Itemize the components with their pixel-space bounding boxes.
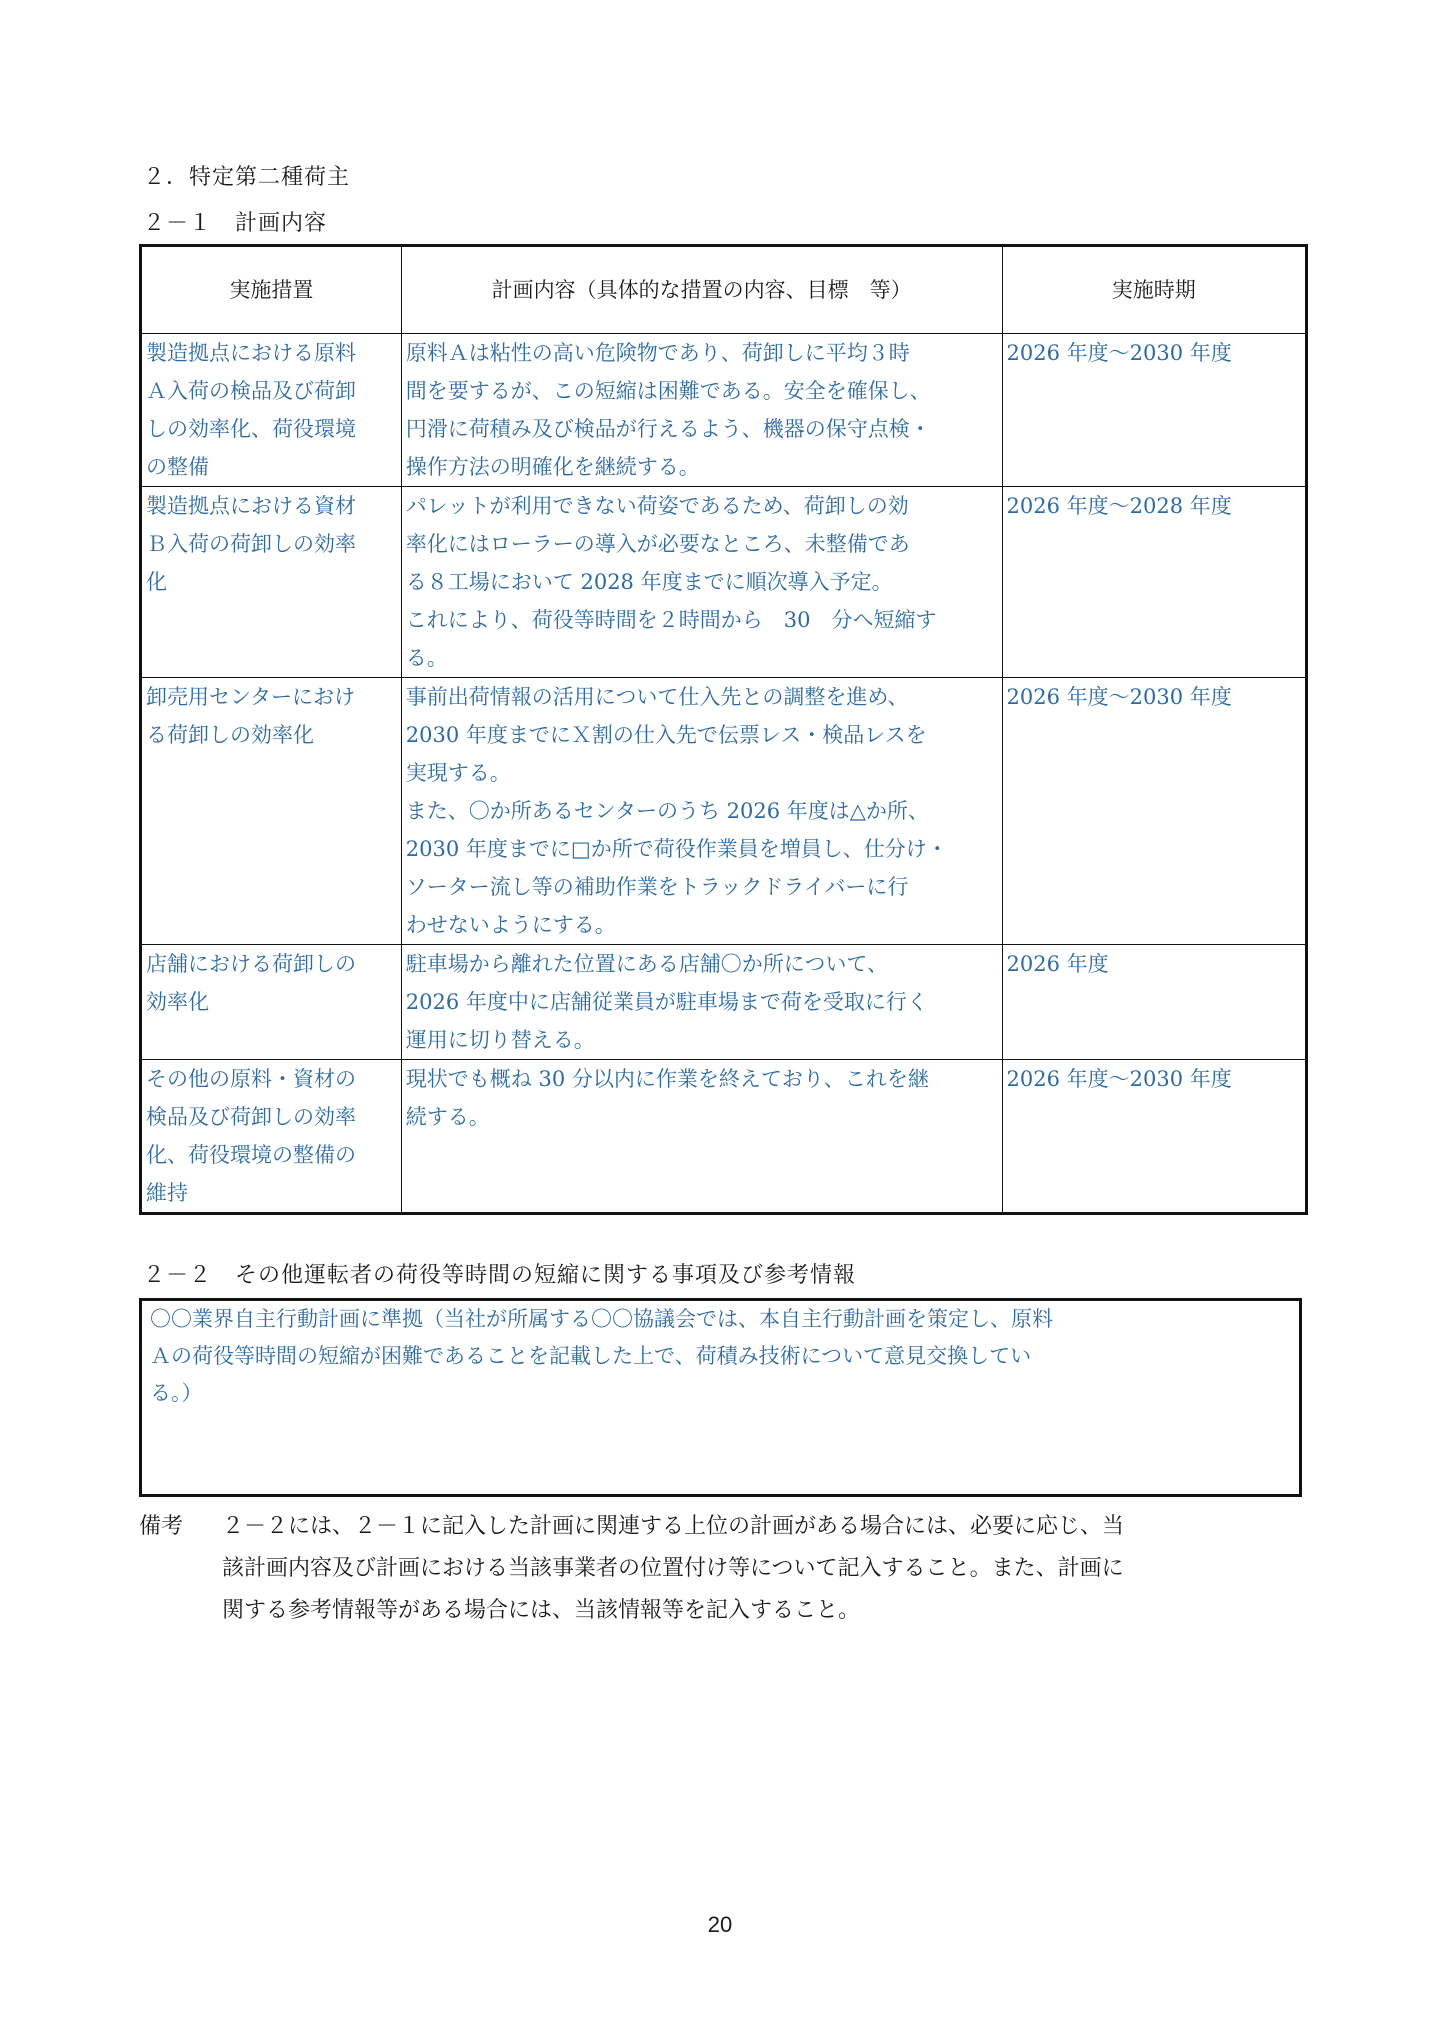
cell-line: パレットが利用できない荷姿であるため、荷卸しの効 [405, 494, 909, 518]
period-cell: 2026 年度～2030 年度 [1002, 334, 1306, 487]
cell-line: 間を要するが、この短縮は困難である。安全を確保し、 [405, 379, 931, 403]
plan-cell [401, 678, 1002, 945]
period-cell: 2026 年度～2028 年度 [1002, 487, 1306, 678]
plan-cell [401, 334, 1002, 487]
cell-line: その他の原料・資材の [146, 1067, 356, 1091]
section-title: ２．特定第二種荷主 [143, 165, 351, 190]
plan-cell [401, 945, 1002, 1060]
cell-line: Ａ入荷の検品及び荷卸 [146, 379, 356, 403]
table-row [141, 334, 1307, 487]
cell-line: ソーター流し等の補助作業をトラックドライバーに行 [405, 875, 909, 899]
cell-line: また、〇か所あるセンターのうち 2026 年度は△か所、 [405, 799, 929, 823]
table-row [141, 487, 1307, 678]
note-line: 〇〇業界自主行動計画に準拠（当社が所属する〇〇協議会では、本自主行動計画を策定し、原料 [150, 1307, 1053, 1331]
page-number: 20 [707, 1912, 733, 1937]
cell-line: 操作方法の明確化を継続する。 [405, 455, 700, 479]
cell-line: 駐車場から離れた位置にある店舗〇か所について、 [405, 952, 888, 976]
measure-cell [141, 945, 402, 1060]
table-header-row [141, 246, 1307, 334]
period-cell: 2026 年度 [1002, 945, 1306, 1060]
cell-line: る８工場において 2028 年度までに順次導入予定。 [405, 570, 893, 594]
cell-line: る荷卸しの効率化 [146, 723, 314, 747]
table-row [141, 945, 1307, 1060]
measure-cell [141, 487, 402, 678]
cell-line: 製造拠点における資材 [146, 494, 356, 518]
cell-line: 化 [146, 570, 167, 594]
note-line: Ａの荷役等時間の短縮が困難であることを記載した上で、荷積み技術について意見交換してい [150, 1344, 1032, 1368]
cell-line: の整備 [146, 455, 209, 479]
cell-line: しの効率化、荷役環境 [146, 417, 356, 441]
cell-line: 検品及び荷卸しの効率 [146, 1105, 356, 1129]
cell-line: 化、荷役環境の整備の [146, 1143, 356, 1167]
cell-line: 効率化 [146, 990, 209, 1014]
cell-line: これにより、荷役等時間を２時間から 30 分へ短縮す [405, 608, 937, 632]
measure-cell [141, 1060, 402, 1214]
subsection-title-plan: ２－１ 計画内容 [143, 211, 328, 236]
period-cell: 2026 年度～2030 年度 [1002, 678, 1306, 945]
cell-line: 続する。 [405, 1105, 490, 1129]
header-measure: 実施措置 [141, 246, 402, 334]
header-plan: 計画内容（具体的な措置の内容、目標 等） [401, 246, 1002, 334]
cell-line: 製造拠点における原料 [146, 341, 356, 365]
remark-line: 該計画内容及び計画における当該事業者の位置付け等について記入すること。また、計画に [222, 1556, 1124, 1581]
cell-line: 運用に切り替える。 [405, 1028, 595, 1052]
remark-label: 備考 [139, 1514, 184, 1539]
cell-line: 店舗における荷卸しの [146, 952, 356, 976]
cell-line: わせないようにする。 [405, 913, 616, 937]
cell-line: 円滑に荷積み及び検品が行えるよう、機器の保守点検・ [405, 417, 931, 441]
subsection-title-reference: ２－２ その他運転者の荷役等時間の短縮に関する事項及び参考情報 [143, 1263, 857, 1288]
note-line: る。） [150, 1381, 203, 1405]
cell-line: 実現する。 [405, 761, 511, 785]
remark-text [222, 1506, 1312, 1632]
cell-line: 原料Ａは粘性の高い危険物であり、荷卸しに平均３時 [405, 341, 910, 365]
cell-line: 率化にはローラーの導入が必要なところ、未整備であ [405, 532, 910, 556]
cell-line: 2030 年度までにＸ割の仕入先で伝票レス・検品レスを [405, 723, 927, 747]
period-cell: 2026 年度～2030 年度 [1002, 1060, 1306, 1214]
remark-line: 関する参考情報等がある場合には、当該情報等を記入すること。 [222, 1598, 861, 1623]
plan-cell [401, 487, 1002, 678]
table-row [141, 678, 1307, 945]
cell-line: 卸売用センターにおけ [146, 685, 356, 709]
cell-line: 2026 年度中に店舗従業員が駐車場まで荷を受取に行く [405, 990, 928, 1014]
cell-line: 2030 年度までに□か所で荷役作業員を増員し、仕分け・ [405, 837, 948, 861]
cell-line: 現状でも概ね 30 分以内に作業を終えており、これを継 [405, 1067, 929, 1091]
table-row [141, 1060, 1307, 1214]
plan-table [139, 244, 1308, 1215]
cell-line: る。 [405, 646, 448, 670]
measure-cell [141, 334, 402, 487]
reference-info-box [139, 1298, 1302, 1497]
cell-line: 維持 [146, 1181, 188, 1205]
cell-line: Ｂ入荷の荷卸しの効率 [146, 532, 356, 556]
header-period: 実施時期 [1002, 246, 1306, 334]
plan-cell [401, 1060, 1002, 1214]
cell-line: 事前出荷情報の活用について仕入先との調整を進め、 [405, 685, 909, 709]
remark-line: ２－２には、２－１に記入した計画に関連する上位の計画がある場合には、必要に応じ、当 [222, 1514, 1125, 1539]
measure-cell [141, 678, 402, 945]
